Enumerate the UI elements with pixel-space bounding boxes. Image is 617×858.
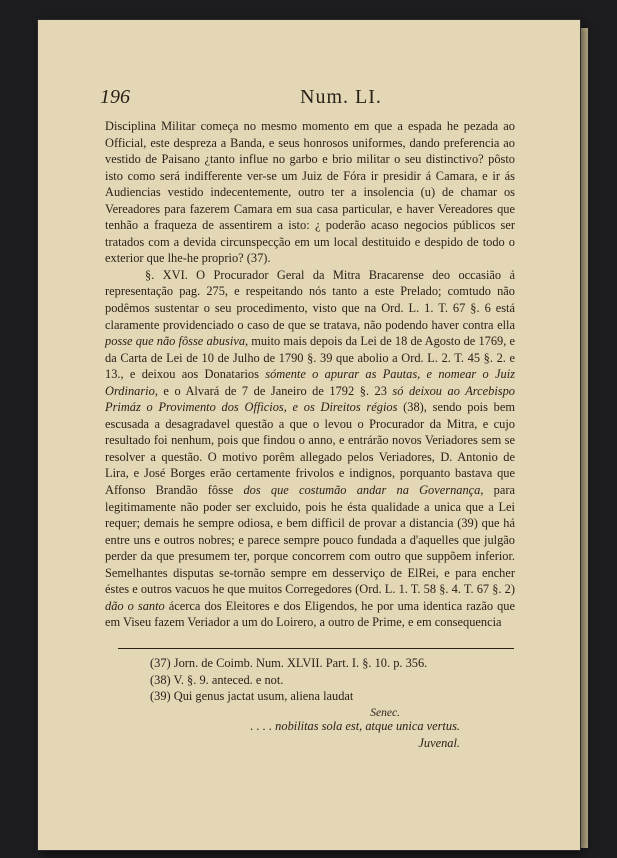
page-number: 196 (100, 86, 130, 108)
paragraph-2 (105, 267, 515, 631)
paragraph-2-italic-3: só deixou ao Arcebispo Primáz o Provimento dos Officios, e os Direitos régios (105, 383, 515, 415)
page-edge (580, 28, 588, 848)
paragraph-2-text-e: , para legitimamente não poder ser excluido, pois he ésta qualidade a unica que a Lei requer; demais he sempre odiosa, e bem difficil de provar a distancia (39) que há entre uns e outros nobres; e parece sempre pouco fundada a d'aquelles que julgão perder da que presumem ter, porque concorrem com outro que suppõem inferior. Semelhantes disputas se-tornão sempre em desserviço de ElRei, e para encher éstes e outros vacuos he que muitos Corregedores (Ord. L. 1. T. 58 §. 4. T. 67 §. 2) (105, 483, 515, 597)
paragraph-2-italic-5: dão o santo (105, 598, 165, 613)
paragraph-2-text-a: §. XVI. O Procurador Geral da Mitra Bracarense deo occasião á representação pag. 275, e respeitando nós tanto a este Prelado; comtudo não podêmos sustentar o seu procedimento, visto que na Ord. L. 1. T. 67 §. 6 está claramente providenciado o caso de que se tratava, não podendo haver contra ella (105, 267, 515, 332)
paragraph-2-text-b: , muito mais depois da Lei de 18 de Agosto de 1769, e da Carta de Lei de 10 de Julho de 1790 §. 39 que abolio a Ord. L. 2. T. 45 §. 2. e 13., e deixou aos Donatarios (105, 334, 516, 382)
page-header (100, 86, 500, 112)
quote-text: . . . . nobilitas sola est, atque unica vertus. (250, 719, 460, 733)
epigraph-quote (180, 718, 460, 752)
body-text (105, 118, 515, 631)
paragraph-1: Disciplina Militar começa no mesmo momento em que a espada he pezada ao Official, este despreza a Banda, e seus honrosos uniformes, dando preferencia ao vestido de Paisano ¿tanto influe no garbo e brio militar o seu distinctivo? pôsto isto como será indifferente ver-se um Juiz de Fóra ir presidir á Camara, e ir ás Audiencias vestido indecentemente, outro ter a insolencia (u) de chamar os Vereadores para fazerem Camara em sua casa particular, e haver Vereadores que tenhão a fraqueza de assentirem a isto: ¿ poderão acaso negocios públicos ser tratados com a devida circunspecção em um local destituido e despido de todo o exterior que lhe-he proprio? (37). (105, 119, 515, 266)
footnotes (150, 655, 510, 721)
footnote-attribution: Senec. (370, 706, 400, 719)
footnote-39: (39) Qui genus jactat usum, aliena laudat (150, 689, 354, 703)
paragraph-2-italic-2: sómente o apurar as Pautas, e nomear o Juiz Ordinario (105, 367, 515, 398)
paragraph-2-italic-1: posse que não fôsse abusiva (105, 334, 246, 349)
paragraph-2-text-d: (38), sendo pois bem escusada a desagradavel questão a que o levou o Procurador da Mitra, e cujo resultado foi nenhum, pois que findou o anno, e entrárão novos Veriadores sem se resolver a questão. O motivo porêm allegado pelos Veriadores, D. Antonio de Lira, e José Borges erão certamente frivolos e indignos, porquanto bastava que Affonso Brandão fôsse (105, 400, 515, 498)
footnote-38: (38) V. §. 9. anteced. e not. (150, 672, 284, 687)
footnote-37: (37) Jorn. de Coimb. Num. XLVII. Part. I. §. 10. p. 356. (150, 656, 428, 670)
paragraph-2-text-c: , e o Alvará de 7 de Janeiro de 1792 §. 23 (154, 383, 393, 398)
quote-author: Juvenal. (418, 736, 460, 750)
running-title: Num. LI. (300, 86, 382, 108)
paragraph-2-text-f: ácerca dos Eleitores e dos Eligendos, he por uma identica razão que em Viseu fazem Veriador a um do Loirero, a outro de Prime, e em consequencia (105, 598, 516, 630)
paragraph-2-italic-4: dos que costumão andar na Governança (243, 483, 481, 498)
footnote-divider (118, 648, 514, 649)
